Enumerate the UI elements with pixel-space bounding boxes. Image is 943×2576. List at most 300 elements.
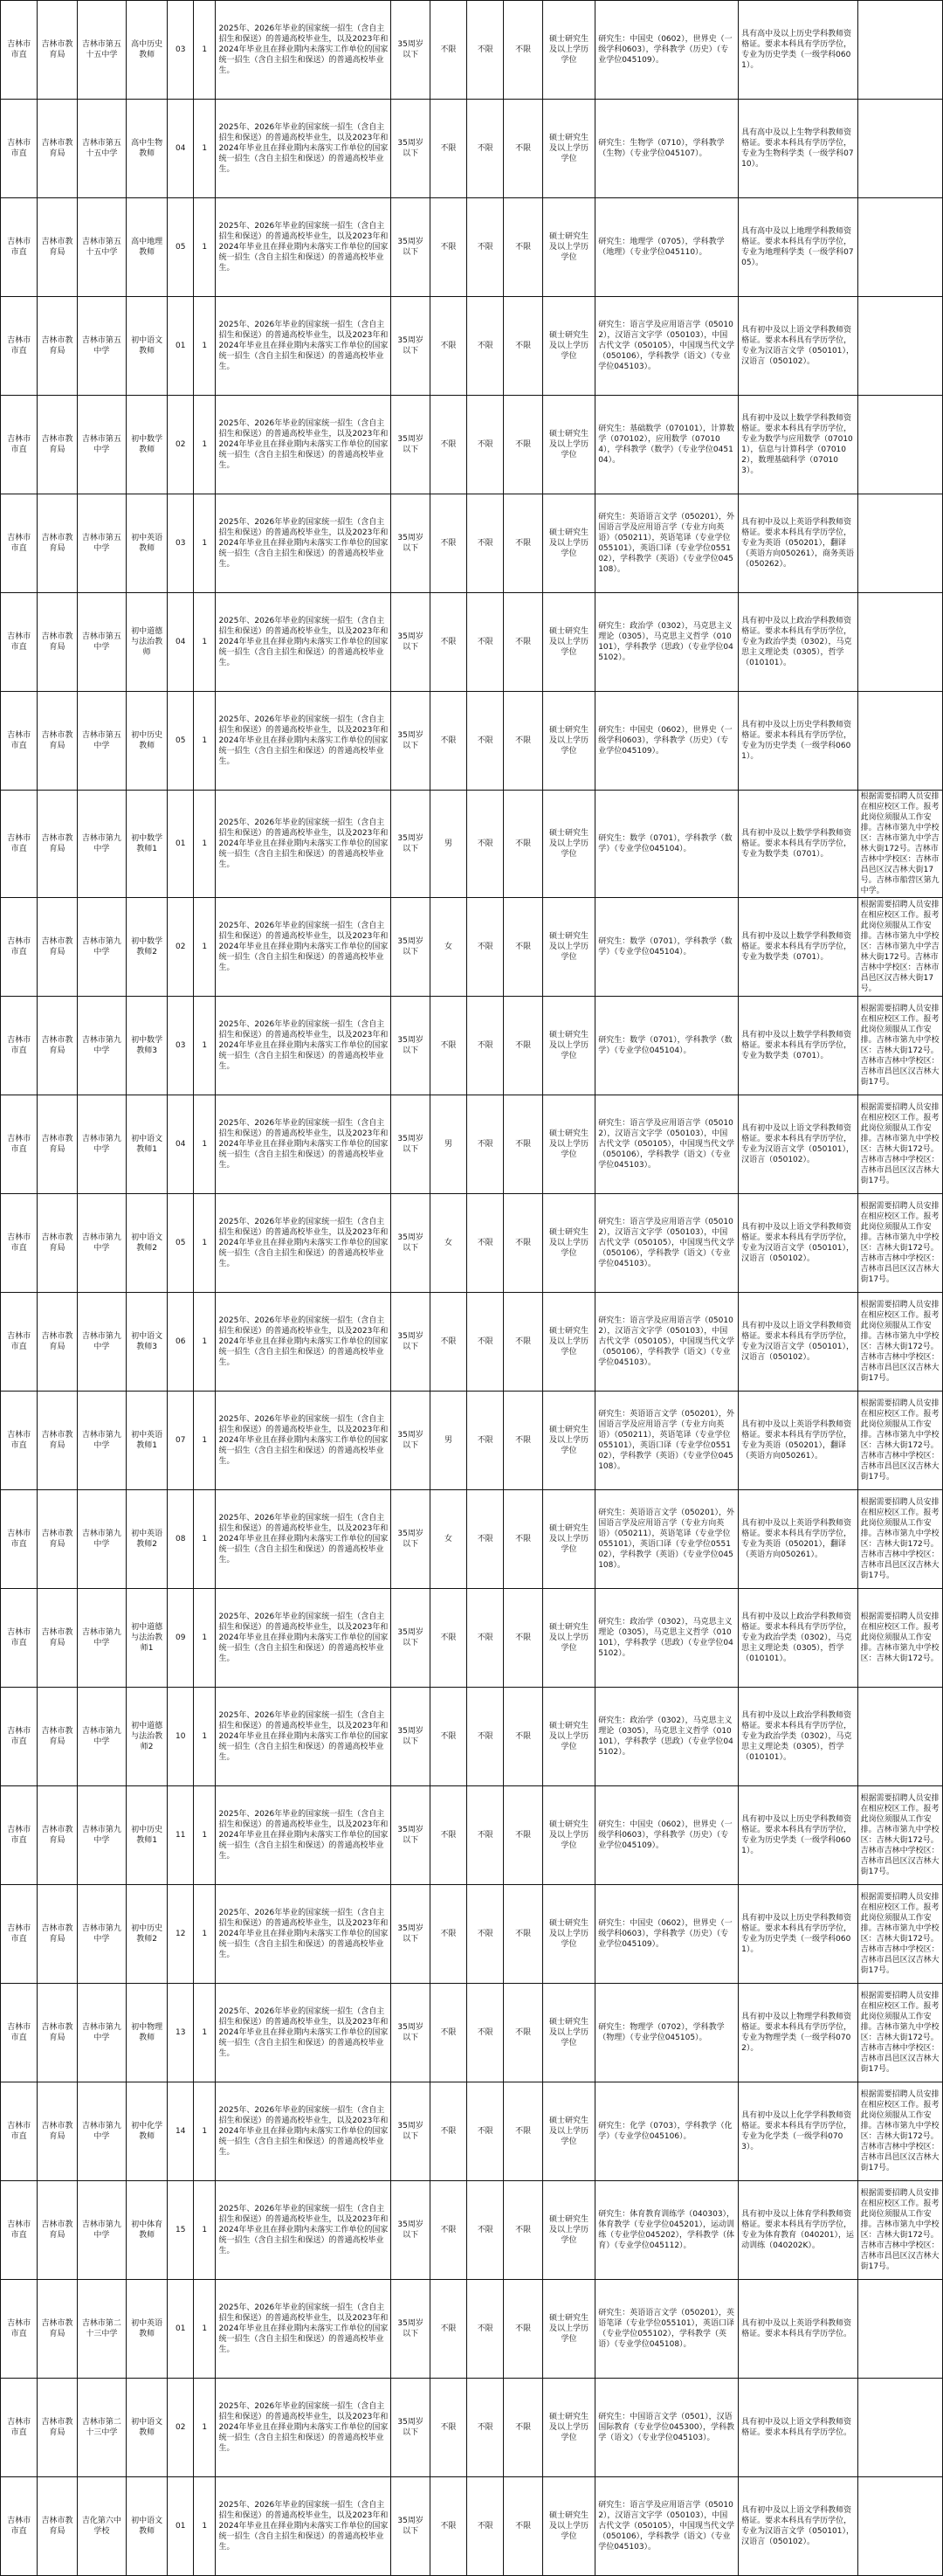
city-cell: 吉林市市直: [1, 1688, 38, 1786]
age-cell: 35周岁以下: [391, 1095, 430, 1194]
school-cell: 吉林市第五中学: [77, 297, 126, 396]
school-cell: 吉林市第九中学: [77, 1194, 126, 1293]
education-cell: 硕士研究生及以上学历学位: [542, 1293, 595, 1392]
ethnicity-cell: 不限: [467, 1293, 504, 1392]
school-cell: 吉林市第九中学: [77, 898, 126, 997]
department-cell: 吉林市教育局: [38, 1984, 77, 2082]
headcount-cell: 1: [194, 1, 216, 100]
school-cell: 吉林市第二十三中学: [77, 2280, 126, 2379]
post-code-cell: 01: [168, 297, 194, 396]
gender-cell: 女: [430, 898, 466, 997]
political-status-cell: 不限: [504, 1, 542, 100]
department-cell: 吉林市教育局: [38, 1490, 77, 1589]
post-code-cell: 04: [168, 100, 194, 198]
major-cell: 研究生：物理学（0702），学科教学（物理）（专业学位045105）。: [595, 1984, 739, 2082]
applicant-scope-cell: 2025年、2026年毕业的国家统一招生（含自主招生和保送）的普通高校毕业生，以及2023年和2024年毕业且在择业期内未落实工作单位的国家统一招生（含自主招生和保送）的普通高校毕业生。: [216, 2181, 391, 2280]
table-row: [1, 396, 943, 494]
education-cell: 硕士研究生及以上学历学位: [542, 692, 595, 791]
education-cell: 硕士研究生及以上学历学位: [542, 593, 595, 692]
headcount-cell: 1: [194, 396, 216, 494]
department-cell: 吉林市教育局: [38, 1, 77, 100]
education-cell: 硕士研究生及以上学历学位: [542, 1885, 595, 1984]
post-code-cell: 05: [168, 1194, 194, 1293]
remarks-cell: 根据需要招聘人员安排在相应校区工作。报考此岗位须服从工作安排。吉林市第九中学校区：吉林大街172号。吉林市吉林中学校区：吉林市昌邑区汉吉林大街17号。: [857, 1194, 942, 1293]
major-cell: 研究生：化学（0703），学科教学（化学）（专业学位045106）。: [595, 2082, 739, 2181]
remarks-cell: [857, 396, 942, 494]
other-requirements-cell: 具有初中及以上语文学科教师资格证。要求本科具有学历学位，专业为汉语言文学（050101），汉语言（050102）。: [739, 1095, 857, 1194]
ethnicity-cell: 不限: [467, 396, 504, 494]
political-status-cell: 不限: [504, 2280, 542, 2379]
department-cell: 吉林市教育局: [38, 593, 77, 692]
department-cell: 吉林市教育局: [38, 2280, 77, 2379]
gender-cell: 不限: [430, 494, 466, 593]
education-cell: 硕士研究生及以上学历学位: [542, 1490, 595, 1589]
gender-cell: 不限: [430, 198, 466, 297]
headcount-cell: 1: [194, 100, 216, 198]
applicant-scope-cell: 2025年、2026年毕业的国家统一招生（含自主招生和保送）的普通高校毕业生，以及2023年和2024年毕业且在择业期内未落实工作单位的国家统一招生（含自主招生和保送）的普通高校毕业生。: [216, 1786, 391, 1885]
headcount-cell: 1: [194, 297, 216, 396]
school-cell: 吉林市第九中学: [77, 2181, 126, 2280]
post-code-cell: 13: [168, 1984, 194, 2082]
department-cell: 吉林市教育局: [38, 1885, 77, 1984]
post-code-cell: 14: [168, 2082, 194, 2181]
table-row: [1, 1194, 943, 1293]
school-cell: 吉林市第二十三中学: [77, 2379, 126, 2477]
major-cell: 研究生：体育教育训练学（040303），体育教学（专业学位045201），运动训练（专业学位045202），学科教学（体育）（专业学位045112）。: [595, 2181, 739, 2280]
gender-cell: 不限: [430, 1984, 466, 2082]
post-code-cell: 07: [168, 1392, 194, 1490]
school-cell: 吉林市第五中学: [77, 494, 126, 593]
ethnicity-cell: 不限: [467, 692, 504, 791]
applicant-scope-cell: 2025年、2026年毕业的国家统一招生（含自主招生和保送）的普通高校毕业生，以及2023年和2024年毕业且在择业期内未落实工作单位的国家统一招生（含自主招生和保送）的普通高校毕业生。: [216, 2280, 391, 2379]
major-cell: 研究生：政治学（0302），马克思主义理论（0305），马克思主义哲学（010101），学科教学（思政）（专业学位045102）。: [595, 1589, 739, 1688]
city-cell: 吉林市市直: [1, 1984, 38, 2082]
headcount-cell: 1: [194, 1885, 216, 1984]
gender-cell: 不限: [430, 1885, 466, 1984]
headcount-cell: 1: [194, 2280, 216, 2379]
major-cell: 研究生：基础数学（070101），计算数学（070102），应用数学（070104），学科教学（数学）（专业学位045104）。: [595, 396, 739, 494]
ethnicity-cell: 不限: [467, 2379, 504, 2477]
remarks-cell: 根据需要招聘人员安排在相应校区工作。报考此岗位须服从工作安排。吉林市第九中学校区：吉林市第九中学吉林大街172号。吉林市吉林中学校区：吉林市昌邑区汉吉林大街17号。吉林市船营区第九中学。: [857, 791, 942, 898]
age-cell: 35周岁以下: [391, 2477, 430, 2576]
headcount-cell: 1: [194, 692, 216, 791]
post-cell: 初中英语教师: [126, 494, 168, 593]
post-code-cell: 10: [168, 1688, 194, 1786]
education-cell: 硕士研究生及以上学历学位: [542, 1392, 595, 1490]
table-row: [1, 1095, 943, 1194]
other-requirements-cell: 具有初中及以上数学学科教师资格证。要求本科具有学历学位，专业为数学类（0701）。: [739, 791, 857, 898]
remarks-cell: 根据需要招聘人员安排在相应校区工作。报考此岗位须服从工作安排。吉林市第九中学校区：吉林大街172号。吉林市吉林中学校区：吉林市昌邑区汉吉林大街17号。: [857, 1885, 942, 1984]
school-cell: 吉林市第九中学: [77, 1293, 126, 1392]
age-cell: 35周岁以下: [391, 1885, 430, 1984]
political-status-cell: 不限: [504, 1194, 542, 1293]
headcount-cell: 1: [194, 2181, 216, 2280]
education-cell: 硕士研究生及以上学历学位: [542, 1688, 595, 1786]
applicant-scope-cell: 2025年、2026年毕业的国家统一招生（含自主招生和保送）的普通高校毕业生，以及2023年和2024年毕业且在择业期内未落实工作单位的国家统一招生（含自主招生和保送）的普通高校毕业生。: [216, 2379, 391, 2477]
table-row: [1, 898, 943, 997]
post-cell: 初中道德与法治教师2: [126, 1688, 168, 1786]
headcount-cell: 1: [194, 2379, 216, 2477]
applicant-scope-cell: 2025年、2026年毕业的国家统一招生（含自主招生和保送）的普通高校毕业生，以及2023年和2024年毕业且在择业期内未落实工作单位的国家统一招生（含自主招生和保送）的普通高校毕业生。: [216, 692, 391, 791]
post-code-cell: 03: [168, 494, 194, 593]
other-requirements-cell: 具有初中及以上物理学科教师资格证。要求本科具有学历学位，专业为物理学类（一级学科0702）。: [739, 1984, 857, 2082]
remarks-cell: [857, 494, 942, 593]
headcount-cell: 1: [194, 1392, 216, 1490]
gender-cell: 不限: [430, 1589, 466, 1688]
post-cell: 初中语文教师3: [126, 1293, 168, 1392]
other-requirements-cell: 具有初中及以上语文学科教师资格证。要求本科具有学历学位，专业为汉语言文学（050101），汉语言（050102）。: [739, 297, 857, 396]
ethnicity-cell: 不限: [467, 1490, 504, 1589]
table-row: [1, 2379, 943, 2477]
remarks-cell: 根据需要招聘人员安排在相应校区工作。报考此岗位须服从工作安排。吉林市第九中学校区：吉林大街172号。吉林市吉林中学校区：吉林市昌邑区汉吉林大街17号。: [857, 1293, 942, 1392]
ethnicity-cell: 不限: [467, 2181, 504, 2280]
ethnicity-cell: 不限: [467, 1, 504, 100]
education-cell: 硕士研究生及以上学历学位: [542, 2477, 595, 2576]
remarks-cell: [857, 593, 942, 692]
applicant-scope-cell: 2025年、2026年毕业的国家统一招生（含自主招生和保送）的普通高校毕业生，以及2023年和2024年毕业且在择业期内未落实工作单位的国家统一招生（含自主招生和保送）的普通高校毕业生。: [216, 1293, 391, 1392]
gender-cell: 不限: [430, 1, 466, 100]
political-status-cell: 不限: [504, 2379, 542, 2477]
remarks-cell: 根据需要招聘人员安排在相应校区工作。报考此岗位须服从工作安排。吉林市第九中学校区：吉林大街172号。吉林市吉林中学校区：吉林市昌邑区汉吉林大街17号。: [857, 1095, 942, 1194]
table-row: [1, 1392, 943, 1490]
other-requirements-cell: 具有初中及以上历史学科教师资格证。要求本科具有学历学位，专业为历史学类（一级学科0601）。: [739, 692, 857, 791]
gender-cell: 不限: [430, 692, 466, 791]
department-cell: 吉林市教育局: [38, 2379, 77, 2477]
age-cell: 35周岁以下: [391, 593, 430, 692]
other-requirements-cell: 具有高中及以上生物学科教师资格证。要求本科具有学历学位，专业为生物科学类（一级学科0710）。: [739, 100, 857, 198]
department-cell: 吉林市教育局: [38, 1589, 77, 1688]
table-row: [1, 1589, 943, 1688]
political-status-cell: 不限: [504, 1392, 542, 1490]
school-cell: 吉林市第九中学: [77, 997, 126, 1095]
applicant-scope-cell: 2025年、2026年毕业的国家统一招生（含自主招生和保送）的普通高校毕业生，以及2023年和2024年毕业且在择业期内未落实工作单位的国家统一招生（含自主招生和保送）的普通高校毕业生。: [216, 494, 391, 593]
applicant-scope-cell: 2025年、2026年毕业的国家统一招生（含自主招生和保送）的普通高校毕业生，以及2023年和2024年毕业且在择业期内未落实工作单位的国家统一招生（含自主招生和保送）的普通高校毕业生。: [216, 997, 391, 1095]
table-row: [1, 791, 943, 898]
department-cell: 吉林市教育局: [38, 2477, 77, 2576]
gender-cell: 不限: [430, 2082, 466, 2181]
gender-cell: 不限: [430, 2280, 466, 2379]
political-status-cell: 不限: [504, 898, 542, 997]
table-row: [1, 2082, 943, 2181]
headcount-cell: 1: [194, 997, 216, 1095]
gender-cell: 女: [430, 1490, 466, 1589]
remarks-cell: 根据需要招聘人员安排在相应校区工作。报考此岗位须服从工作安排。吉林市第九中学校区：吉林市第九中学吉林大街172号。吉林市吉林中学校区：吉林市昌邑区汉吉林大街17号。: [857, 898, 942, 997]
other-requirements-cell: 具有初中及以上数学学科教师资格证。要求本科具有学历学位，专业为数学类（0701）。: [739, 898, 857, 997]
other-requirements-cell: 具有初中及以上化学学科教师资格证。要求本科具有学历学位，专业为化学类（一级学科0703）。: [739, 2082, 857, 2181]
applicant-scope-cell: 2025年、2026年毕业的国家统一招生（含自主招生和保送）的普通高校毕业生，以及2023年和2024年毕业且在择业期内未落实工作单位的国家统一招生（含自主招生和保送）的普通高校毕业生。: [216, 2477, 391, 2576]
applicant-scope-cell: 2025年、2026年毕业的国家统一招生（含自主招生和保送）的普通高校毕业生，以及2023年和2024年毕业且在择业期内未落实工作单位的国家统一招生（含自主招生和保送）的普通高校毕业生。: [216, 1885, 391, 1984]
applicant-scope-cell: 2025年、2026年毕业的国家统一招生（含自主招生和保送）的普通高校毕业生，以及2023年和2024年毕业且在择业期内未落实工作单位的国家统一招生（含自主招生和保送）的普通高校毕业生。: [216, 593, 391, 692]
education-cell: 硕士研究生及以上学历学位: [542, 1786, 595, 1885]
applicant-scope-cell: 2025年、2026年毕业的国家统一招生（含自主招生和保送）的普通高校毕业生，以及2023年和2024年毕业且在择业期内未落实工作单位的国家统一招生（含自主招生和保送）的普通高校毕业生。: [216, 1984, 391, 2082]
ethnicity-cell: 不限: [467, 1589, 504, 1688]
political-status-cell: 不限: [504, 692, 542, 791]
applicant-scope-cell: 2025年、2026年毕业的国家统一招生（含自主招生和保送）的普通高校毕业生，以及2023年和2024年毕业且在择业期内未落实工作单位的国家统一招生（含自主招生和保送）的普通高校毕业生。: [216, 1194, 391, 1293]
post-cell: 初中语文教师: [126, 2379, 168, 2477]
school-cell: 吉林市第九中学: [77, 1589, 126, 1688]
age-cell: 35周岁以下: [391, 297, 430, 396]
remarks-cell: [857, 1, 942, 100]
headcount-cell: 1: [194, 1194, 216, 1293]
post-cell: 初中语文教师2: [126, 1194, 168, 1293]
political-status-cell: 不限: [504, 297, 542, 396]
school-cell: 吉林市第九中学: [77, 1095, 126, 1194]
gender-cell: 不限: [430, 997, 466, 1095]
ethnicity-cell: 不限: [467, 2082, 504, 2181]
school-cell: 吉林市第五中学: [77, 692, 126, 791]
ethnicity-cell: 不限: [467, 100, 504, 198]
school-cell: 吉林市第五十五中学: [77, 198, 126, 297]
age-cell: 35周岁以下: [391, 692, 430, 791]
city-cell: 吉林市市直: [1, 997, 38, 1095]
major-cell: 研究生：英语语言文学（050201），外国语言学及应用语言学（专业方向英语）（050211），英语笔译（专业学位055101），英语口译（专业学位055102），学科教学（英语）（专业学位045108）。: [595, 1490, 739, 1589]
city-cell: 吉林市市直: [1, 692, 38, 791]
political-status-cell: 不限: [504, 1984, 542, 2082]
ethnicity-cell: 不限: [467, 593, 504, 692]
education-cell: 硕士研究生及以上学历学位: [542, 396, 595, 494]
department-cell: 吉林市教育局: [38, 898, 77, 997]
city-cell: 吉林市市直: [1, 898, 38, 997]
school-cell: 吉林市第五十五中学: [77, 1, 126, 100]
remarks-cell: 根据需要招聘人员安排在相应校区工作。报考此岗位须服从工作安排。吉林市第九中学校区：吉林大街172号。吉林市吉林中学校区：吉林市昌邑区汉吉林大街17号。: [857, 1490, 942, 1589]
education-cell: 硕士研究生及以上学历学位: [542, 1, 595, 100]
post-code-cell: 12: [168, 1885, 194, 1984]
post-cell: 初中语文教师1: [126, 1095, 168, 1194]
remarks-cell: 根据需要招聘人员安排在相应校区工作。报考此岗位须服从工作安排。吉林市第九中学校区：吉林大街172号。吉林市吉林中学校区：吉林市昌邑区汉吉林大街17号。: [857, 2181, 942, 2280]
ethnicity-cell: 不限: [467, 198, 504, 297]
post-code-cell: 01: [168, 2477, 194, 2576]
age-cell: 35周岁以下: [391, 1984, 430, 2082]
other-requirements-cell: 具有初中及以上政治学科教师资格证。要求本科具有学历学位，专业为政治学类（0302），马克思主义理论类（0305），哲学（010101）。: [739, 1589, 857, 1688]
city-cell: 吉林市市直: [1, 2082, 38, 2181]
remarks-cell: 根据需要招聘人员安排在相应校区工作。报考此岗位须服从工作安排。吉林市第九中学校区：吉林大街172号。吉林市吉林中学校区：吉林市昌邑区汉吉林大街17号。: [857, 2082, 942, 2181]
remarks-cell: [857, 2477, 942, 2576]
school-cell: 吉林市第九中学: [77, 1786, 126, 1885]
age-cell: 35周岁以下: [391, 2280, 430, 2379]
education-cell: 硕士研究生及以上学历学位: [542, 494, 595, 593]
post-cell: 高中历史教师: [126, 1, 168, 100]
major-cell: 研究生：中国史（0602），世界史（一级学科0603），学科教学（历史）（专业学位045109）。: [595, 1, 739, 100]
major-cell: 研究生：英语语言文学（050201），外国语言学及应用语言学（专业方向英语）（050211），英语笔译（专业学位055101），英语口译（专业学位055102），学科教学（英语）（专业学位045108）。: [595, 494, 739, 593]
school-cell: 吉林市第九中学: [77, 791, 126, 898]
other-requirements-cell: 具有初中及以上语文学科教师资格证。要求本科具有学历学位。: [739, 2379, 857, 2477]
other-requirements-cell: 具有初中及以上体育学科教师资格证。要求本科具有学历学位，专业为体育教育（040201），运动训练（040202K）。: [739, 2181, 857, 2280]
post-cell: 初中数学教师2: [126, 898, 168, 997]
headcount-cell: 1: [194, 791, 216, 898]
remarks-cell: [857, 100, 942, 198]
applicant-scope-cell: 2025年、2026年毕业的国家统一招生（含自主招生和保送）的普通高校毕业生，以及2023年和2024年毕业且在择业期内未落实工作单位的国家统一招生（含自主招生和保送）的普通高校毕业生。: [216, 1392, 391, 1490]
post-cell: 初中语文教师: [126, 2477, 168, 2576]
remarks-cell: 根据需要招聘人员安排在相应校区工作。报考此岗位须服从工作安排。吉林市第九中学校区：吉林大街172号。吉林市吉林中学校区：吉林市昌邑区汉吉林大街17号。: [857, 997, 942, 1095]
education-cell: 硕士研究生及以上学历学位: [542, 898, 595, 997]
remarks-cell: [857, 692, 942, 791]
post-code-cell: 08: [168, 1490, 194, 1589]
major-cell: 研究生：语言学及应用语言学（050102），汉语言文字学（050103），中国古代文学（050105），中国现当代文学（050106），学科教学（语文）（专业学位045103）。: [595, 1095, 739, 1194]
applicant-scope-cell: 2025年、2026年毕业的国家统一招生（含自主招生和保送）的普通高校毕业生，以及2023年和2024年毕业且在择业期内未落实工作单位的国家统一招生（含自主招生和保送）的普通高校毕业生。: [216, 297, 391, 396]
gender-cell: 女: [430, 1194, 466, 1293]
major-cell: 研究生：数学（0701），学科教学（数学）（专业学位045104）。: [595, 791, 739, 898]
post-code-cell: 03: [168, 1, 194, 100]
department-cell: 吉林市教育局: [38, 494, 77, 593]
other-requirements-cell: 具有初中及以上数学学科教师资格证。要求本科具有学历学位，专业为数学与应用数学（070101），信息与计算科学（070102），数理基础科学（070103）。: [739, 396, 857, 494]
political-status-cell: 不限: [504, 198, 542, 297]
department-cell: 吉林市教育局: [38, 100, 77, 198]
school-cell: 吉林市第九中学: [77, 1688, 126, 1786]
major-cell: 研究生：数学（0701），学科教学（数学）（专业学位045104）。: [595, 898, 739, 997]
other-requirements-cell: 具有初中及以上历史学科教师资格证。要求本科具有学历学位，专业为历史学类（一级学科0601）。: [739, 1885, 857, 1984]
city-cell: 吉林市市直: [1, 1392, 38, 1490]
age-cell: 35周岁以下: [391, 396, 430, 494]
other-requirements-cell: 具有初中及以上政治学科教师资格证。要求本科具有学历学位，专业为政治学类（0302），马克思主义理论类（0305），哲学（010101）。: [739, 1688, 857, 1786]
department-cell: 吉林市教育局: [38, 396, 77, 494]
applicant-scope-cell: 2025年、2026年毕业的国家统一招生（含自主招生和保送）的普通高校毕业生，以及2023年和2024年毕业且在择业期内未落实工作单位的国家统一招生（含自主招生和保送）的普通高校毕业生。: [216, 198, 391, 297]
major-cell: 研究生：英语语言文学（050201），外国语言学及应用语言学（专业方向英语）（050211），英语笔译（专业学位055101），英语口译（专业学位055102），学科教学（英语）（专业学位045108）。: [595, 1392, 739, 1490]
post-cell: 初中历史教师1: [126, 1786, 168, 1885]
remarks-cell: 根据需要招聘人员安排在相应校区工作。报考此岗位须服从工作安排。吉林市第九中学校区：吉林大街172号。吉林市吉林中学校区：吉林市昌邑区汉吉林大街17号。: [857, 1786, 942, 1885]
headcount-cell: 1: [194, 898, 216, 997]
department-cell: 吉林市教育局: [38, 1095, 77, 1194]
post-code-cell: 03: [168, 997, 194, 1095]
other-requirements-cell: 具有初中及以上数学学科教师资格证。要求本科具有学历学位，专业为数学类（0701）。: [739, 997, 857, 1095]
gender-cell: 不限: [430, 1688, 466, 1786]
gender-cell: 不限: [430, 2477, 466, 2576]
table-row: [1, 494, 943, 593]
post-cell: 初中数学教师1: [126, 791, 168, 898]
remarks-cell: 根据需要招聘人员安排在相应校区工作。报考此岗位须服从工作安排。吉林市第九中学校区：吉林大街172号。吉林市吉林中学校区：吉林市昌邑区汉吉林大街17号。: [857, 1984, 942, 2082]
school-cell: 吉林市第九中学: [77, 1392, 126, 1490]
education-cell: 硕士研究生及以上学历学位: [542, 997, 595, 1095]
gender-cell: 不限: [430, 1786, 466, 1885]
post-code-cell: 05: [168, 692, 194, 791]
education-cell: 硕士研究生及以上学历学位: [542, 2181, 595, 2280]
school-cell: 吉林市第五十五中学: [77, 100, 126, 198]
political-status-cell: 不限: [504, 100, 542, 198]
post-cell: 初中英语教师1: [126, 1392, 168, 1490]
table-row: [1, 1885, 943, 1984]
age-cell: 35周岁以下: [391, 2379, 430, 2477]
gender-cell: 不限: [430, 2379, 466, 2477]
political-status-cell: 不限: [504, 1293, 542, 1392]
age-cell: 35周岁以下: [391, 1, 430, 100]
age-cell: 35周岁以下: [391, 1392, 430, 1490]
department-cell: 吉林市教育局: [38, 297, 77, 396]
city-cell: 吉林市市直: [1, 1885, 38, 1984]
remarks-cell: 根据需要招聘人员安排在相应校区工作。报考此岗位须服从工作安排。吉林市第九中学校区：吉林大街172号。: [857, 1589, 942, 1688]
post-code-cell: 09: [168, 1589, 194, 1688]
major-cell: 研究生：生物学（0710），学科教学（生物）（专业学位045107）。: [595, 100, 739, 198]
school-cell: 吉林市第九中学: [77, 1984, 126, 2082]
major-cell: 研究生：中国史（0602），世界史（一级学科0603），学科教学（历史）（专业学位045109）。: [595, 1786, 739, 1885]
major-cell: 研究生：语言学及应用语言学（050102），汉语言文字学（050103），中国古代文学（050105），中国现当代文学（050106），学科教学（语文）（专业学位045103）。: [595, 2477, 739, 2576]
education-cell: 硕士研究生及以上学历学位: [542, 100, 595, 198]
gender-cell: 不限: [430, 593, 466, 692]
table-row: [1, 997, 943, 1095]
headcount-cell: 1: [194, 198, 216, 297]
post-code-cell: 06: [168, 1293, 194, 1392]
ethnicity-cell: 不限: [467, 1688, 504, 1786]
post-code-cell: 02: [168, 898, 194, 997]
post-cell: 初中数学教师: [126, 396, 168, 494]
major-cell: 研究生：中国史（0602），世界史（一级学科0603），学科教学（历史）（专业学位045109）。: [595, 692, 739, 791]
major-cell: 研究生：英语语言文学（050201），英语笔译（专业学位055101），英语口译（专业学位055102），学科教学（英语）（专业学位045108）。: [595, 2280, 739, 2379]
ethnicity-cell: 不限: [467, 791, 504, 898]
remarks-cell: [857, 198, 942, 297]
post-cell: 初中历史教师: [126, 692, 168, 791]
applicant-scope-cell: 2025年、2026年毕业的国家统一招生（含自主招生和保送）的普通高校毕业生，以及2023年和2024年毕业且在择业期内未落实工作单位的国家统一招生（含自主招生和保送）的普通高校毕业生。: [216, 791, 391, 898]
major-cell: 研究生：语言学及应用语言学（050102），汉语言文字学（050103），中国古代文学（050105），中国现当代文学（050106），学科教学（语文）（专业学位045103）。: [595, 297, 739, 396]
post-cell: 初中历史教师2: [126, 1885, 168, 1984]
city-cell: 吉林市市直: [1, 1, 38, 100]
gender-cell: 不限: [430, 1293, 466, 1392]
ethnicity-cell: 不限: [467, 1392, 504, 1490]
other-requirements-cell: 具有初中及以上政治学科教师资格证。要求本科具有学历学位，专业为政治学类（0302），马克思主义理论类（0305），哲学（010101）。: [739, 593, 857, 692]
remarks-cell: [857, 297, 942, 396]
table-row: [1, 1984, 943, 2082]
applicant-scope-cell: 2025年、2026年毕业的国家统一招生（含自主招生和保送）的普通高校毕业生，以及2023年和2024年毕业且在择业期内未落实工作单位的国家统一招生（含自主招生和保送）的普通高校毕业生。: [216, 1490, 391, 1589]
post-cell: 初中数学教师3: [126, 997, 168, 1095]
post-code-cell: 01: [168, 2280, 194, 2379]
department-cell: 吉林市教育局: [38, 692, 77, 791]
ethnicity-cell: 不限: [467, 898, 504, 997]
table-row: [1, 100, 943, 198]
age-cell: 35周岁以下: [391, 2082, 430, 2181]
age-cell: 35周岁以下: [391, 100, 430, 198]
education-cell: 硕士研究生及以上学历学位: [542, 1095, 595, 1194]
remarks-cell: [857, 2280, 942, 2379]
gender-cell: 不限: [430, 297, 466, 396]
city-cell: 吉林市市直: [1, 2379, 38, 2477]
applicant-scope-cell: 2025年、2026年毕业的国家统一招生（含自主招生和保送）的普通高校毕业生，以及2023年和2024年毕业且在择业期内未落实工作单位的国家统一招生（含自主招生和保送）的普通高校毕业生。: [216, 1095, 391, 1194]
age-cell: 35周岁以下: [391, 1293, 430, 1392]
applicant-scope-cell: 2025年、2026年毕业的国家统一招生（含自主招生和保送）的普通高校毕业生，以及2023年和2024年毕业且在择业期内未落实工作单位的国家统一招生（含自主招生和保送）的普通高校毕业生。: [216, 1, 391, 100]
political-status-cell: 不限: [504, 1589, 542, 1688]
table-row: [1, 1293, 943, 1392]
city-cell: 吉林市市直: [1, 100, 38, 198]
city-cell: 吉林市市直: [1, 791, 38, 898]
city-cell: 吉林市市直: [1, 2477, 38, 2576]
post-cell: 初中道德与法治教师1: [126, 1589, 168, 1688]
post-code-cell: 11: [168, 1786, 194, 1885]
age-cell: 35周岁以下: [391, 1589, 430, 1688]
department-cell: 吉林市教育局: [38, 997, 77, 1095]
city-cell: 吉林市市直: [1, 1095, 38, 1194]
post-code-cell: 02: [168, 396, 194, 494]
table-row: [1, 2477, 943, 2576]
department-cell: 吉林市教育局: [38, 1194, 77, 1293]
major-cell: 研究生：地理学（0705），学科教学（地理）（专业学位045110）。: [595, 198, 739, 297]
gender-cell: 不限: [430, 2181, 466, 2280]
gender-cell: 男: [430, 1095, 466, 1194]
city-cell: 吉林市市直: [1, 396, 38, 494]
major-cell: 研究生：中国史（0602），世界史（一级学科0603），学科教学（历史）（专业学位045109）。: [595, 1885, 739, 1984]
city-cell: 吉林市市直: [1, 494, 38, 593]
remarks-cell: [857, 2379, 942, 2477]
major-cell: 研究生：语言学及应用语言学（050102），汉语言文字学（050103），中国古代文学（050105），中国现当代文学（050106），学科教学（语文）（专业学位045103）。: [595, 1194, 739, 1293]
applicant-scope-cell: 2025年、2026年毕业的国家统一招生（含自主招生和保送）的普通高校毕业生，以及2023年和2024年毕业且在择业期内未落实工作单位的国家统一招生（含自主招生和保送）的普通高校毕业生。: [216, 2082, 391, 2181]
headcount-cell: 1: [194, 2477, 216, 2576]
ethnicity-cell: 不限: [467, 1095, 504, 1194]
other-requirements-cell: 具有初中及以上英语学科教师资格证。要求本科具有学历学位，专业为英语（050201），翻译（英语方向050261）。: [739, 1490, 857, 1589]
age-cell: 35周岁以下: [391, 198, 430, 297]
age-cell: 35周岁以下: [391, 898, 430, 997]
political-status-cell: 不限: [504, 1688, 542, 1786]
political-status-cell: 不限: [504, 2181, 542, 2280]
city-cell: 吉林市市直: [1, 1786, 38, 1885]
education-cell: 硕士研究生及以上学历学位: [542, 2379, 595, 2477]
headcount-cell: 1: [194, 2082, 216, 2181]
age-cell: 35周岁以下: [391, 1688, 430, 1786]
gender-cell: 不限: [430, 396, 466, 494]
